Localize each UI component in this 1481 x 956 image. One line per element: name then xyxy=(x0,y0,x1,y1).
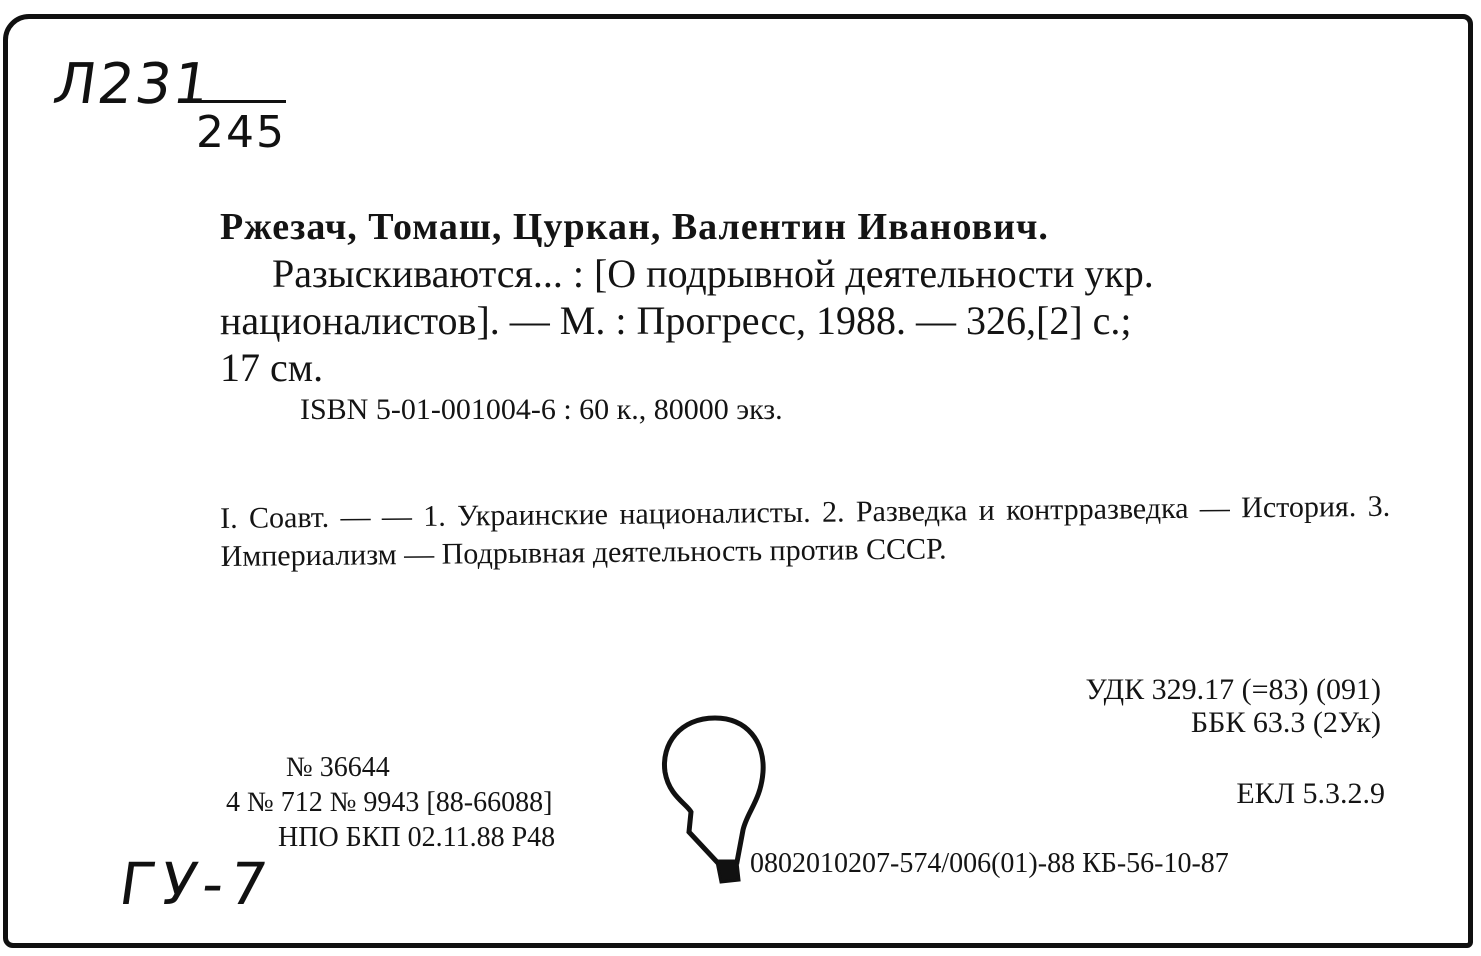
index-line: 0802010207-574/006(01)-88 КБ-56-10-87 xyxy=(750,848,1229,879)
card-number: № 36644 xyxy=(286,752,390,783)
subject-headings: I. Соавт. — — 1. Украинские националисты. 2. Разведка и контрразведка — История. 3. Империализм — Подрывная деятельность против СССР. xyxy=(220,489,1391,573)
author-line: Ржезач, Томаш, Цуркан, Валентин Иванович. xyxy=(220,206,1049,248)
shelf-mark-denominator: 245 xyxy=(196,100,286,158)
order-line: 4 № 712 № 9943 [88-66088] xyxy=(226,787,553,818)
printing-line: НПО БКП 02.11.88 Р48 xyxy=(278,822,556,853)
ekl-classification: ЕКЛ 5.3.2.9 xyxy=(1236,777,1385,810)
bbk-classification: ББК 63.3 (2Ук) xyxy=(1190,706,1381,739)
publication-line: националистов]. — М. : Прогресс, 1988. — 326,[2] с.; xyxy=(220,298,1132,343)
title-line: Разыскиваются... : [О подрывной деятельности укр. xyxy=(272,251,1154,296)
stamp-outline-icon xyxy=(655,712,775,892)
udk-classification: УДК 329.17 (=83) (091) xyxy=(1085,673,1381,706)
handwritten-code: ГУ-7 xyxy=(115,850,278,918)
shelf-mark: Л231 xyxy=(49,52,216,117)
size-line: 17 см. xyxy=(220,345,324,390)
isbn-line: ISBN 5-01-001004-6 : 60 к., 80000 экз. xyxy=(300,393,783,426)
